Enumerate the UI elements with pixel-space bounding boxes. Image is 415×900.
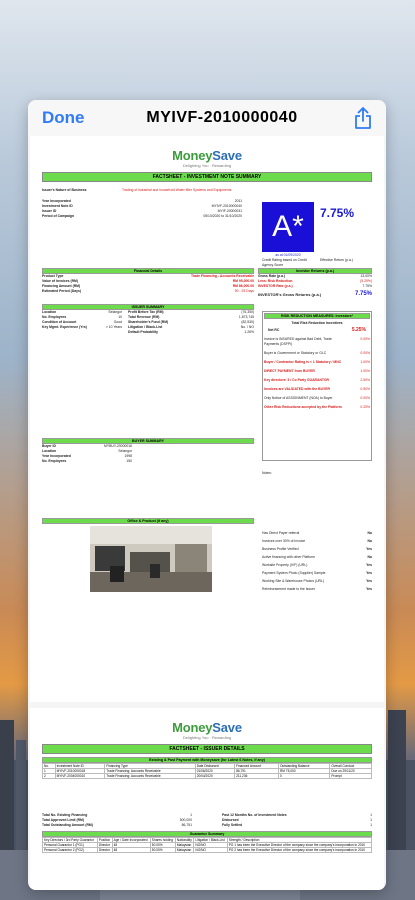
- share-button[interactable]: [342, 107, 372, 129]
- repayment-header: Existing & Past Payment with Moneysave (for Latest 6 Notes, if any): [42, 757, 372, 763]
- financial-details: [42, 268, 254, 294]
- check-row: Has Direct Payer referral No: [262, 531, 372, 535]
- issuer-info: [42, 188, 242, 219]
- logo-brand-a: Money: [172, 720, 213, 735]
- risk-item: Only Notice of ASSIGNMENT (NOA) to Buyer 0.00%: [264, 396, 370, 400]
- logo-brand-b: Save: [212, 720, 242, 735]
- risk-total: 5.25%: [351, 327, 366, 333]
- totals-right-row: Fully Settled 1: [222, 823, 372, 827]
- logo-tagline: Delighting You · Rewarding: [182, 163, 232, 168]
- table-row: 1 MYIVF-2010000018 Trade Financing: Accounts Receivable 01/06/2020 86,791 RM 75,000 Due on 29/11/20: [43, 769, 372, 774]
- check-row: Worksite Property (IVF) (URL) Yes: [262, 563, 372, 567]
- totals-right-row: Disbursed 1: [222, 818, 372, 822]
- factsheet-page-2[interactable]: [30, 708, 384, 890]
- risk-items: [264, 337, 370, 410]
- profit-row: Shareholder's Fund (RM) (82,530): [128, 320, 254, 324]
- table-header-row: Key Directors / 3rd Party Guarantor Position Age / Date Incorporated Shares holding Nationality Litigation / Black-List Strength / Description: [43, 838, 372, 843]
- repayment-table: [42, 757, 372, 853]
- financial-row: Financing Amount (RM) RM 86,000.00: [42, 284, 254, 288]
- issuer-summary-row: No. Employees 10: [42, 315, 122, 319]
- buyer-description-block: [42, 464, 254, 490]
- buyer-summary: [42, 438, 254, 490]
- risk-item: Invoices are VALIDATED with the BUYER 0.50%: [264, 387, 370, 391]
- buyer-row: Buyer ID MYBUY-20000016: [42, 444, 132, 448]
- returns-row: Gross Rate (p.a.) 13.00%: [258, 274, 372, 278]
- issuer-row: Period of Campaign 05/10/2020 to 31/10/2020: [42, 214, 242, 218]
- risk-title: Total Risk Reduction Incentives: [291, 321, 343, 325]
- done-button[interactable]: Done: [42, 108, 85, 127]
- checklist: [262, 528, 372, 592]
- check-row: Active financing with other Platform No: [262, 555, 372, 559]
- issuer-summary-row: Location Selangor: [42, 310, 122, 314]
- rating-note: Credit Rating based on Credit Agency Score: [262, 258, 307, 267]
- totals-right-row: Past 12 Months No. of Investment Notes 1: [222, 813, 372, 817]
- issuer-details-header: FACTSHEET - ISSUER DETAILS: [42, 744, 372, 754]
- returns-row: Less: Risk Reduction (5.25%): [258, 279, 372, 283]
- risk-item: Other Risk Reductions accepted by the Platform 0.25%: [264, 405, 370, 409]
- logo-brand-a: Money: [172, 148, 213, 163]
- profit-row: Total Revenue (RM) 1,873,745: [128, 315, 254, 319]
- financial-row: Estimated Period (Days) 90 - 93 Days: [42, 289, 254, 293]
- factsheet-page-1[interactable]: [30, 136, 384, 702]
- notes-label: Notes:: [262, 471, 272, 475]
- profit-row: Default Probability 1.26%: [128, 330, 254, 334]
- totals: [42, 813, 372, 828]
- guarantor-header: Guarantor Summary: [42, 831, 372, 837]
- share-icon: [354, 107, 372, 129]
- returns-header: Investor Returns (p.a.): [258, 268, 372, 274]
- investor-returns: [258, 268, 372, 297]
- totals-row: Total Approved Limit (RM) 500,000: [42, 818, 192, 822]
- document-viewer: [28, 100, 386, 890]
- issuer-row: Year Incorporated 2011: [42, 199, 242, 203]
- document-title: MYIVF-2010000040: [146, 109, 298, 126]
- guarantor-table: [42, 837, 372, 853]
- risk-item: Buyer / Contractor Rating is < 1 Statutory / MNC 1.00%: [264, 360, 370, 364]
- risk-item: Key directors' 3 / Co Party GUARANTOR 2.50%: [264, 378, 370, 382]
- risk-header: RISK REDUCTION MEASURES: Investors*: [264, 313, 370, 319]
- table-row: Personal Guarantor 2 (PG2) Director 48 50.00% Malaysian NO/NO PG 2 has been the Executive Director of the company since the company's incorporation in 2010: [43, 848, 372, 853]
- risk-reduction: [262, 311, 372, 461]
- issuer-summary-row: Key Mgmt. Experience (Yrs) > 10 Years: [42, 325, 122, 329]
- issuer-row: Issuer ID MYIF-20000031: [42, 209, 242, 213]
- viewer-toolbar: [28, 100, 386, 136]
- office-section: [42, 518, 254, 524]
- logo-brand-b: Save: [212, 148, 242, 163]
- profit-row: Profit Before Tax (RM) (76,350): [128, 310, 254, 314]
- check-row: Business Profile Verified Yes: [262, 547, 372, 551]
- risk-sub: Net RC: [268, 328, 280, 332]
- moneysave-logo-2: [30, 708, 384, 740]
- buyer-row: No. Employees 150: [42, 459, 132, 463]
- issuer-summary-header: ISSUER SUMMARY: [42, 304, 254, 310]
- issuer-description-block: [42, 335, 254, 359]
- financial-header: Financial Details: [42, 268, 254, 274]
- factsheet-header: FACTSHEET - INVESTMENT NOTE SUMMARY: [42, 172, 372, 182]
- moneysave-logo: [30, 136, 384, 168]
- effective-return-label: Effective Return (p.a.): [320, 258, 353, 262]
- check-row: Payment System Photo (Supplier) Sample Yes: [262, 571, 372, 575]
- returns-row: INVESTOR Rate (p.a.) 7.75%: [258, 284, 372, 288]
- check-row: Working Site & Warehouse Photos (URL) Yes: [262, 579, 372, 583]
- table-row: 2 MYIVF-2004000010 Trade Financing: Accounts Receivable 20/04/2020 211,236 0 Prompt: [43, 774, 372, 779]
- risk-item: DIRECT PAYMENT from BUYER 1.00%: [264, 369, 370, 373]
- logo-tagline: Delighting You · Rewarding: [182, 735, 232, 740]
- check-row: Invoices over 30% of Invoice No: [262, 539, 372, 543]
- issuer-summary-row: Condition of Account Good: [42, 320, 122, 324]
- risk-item: Buyer is Government or Statutory or GLC 0.00%: [264, 351, 370, 355]
- issuer-summary: [42, 304, 254, 359]
- totals-row: Total Outstanding Amount (RM) 86,751: [42, 823, 192, 827]
- rating-date: as at 01/09/2020: [275, 253, 301, 257]
- financial-row: Value of Invoices (RM) RM 95,000.00: [42, 279, 254, 283]
- check-row: Reimbursement made to the Issuer Yes: [262, 587, 372, 591]
- credit-rating-badge: A*: [262, 202, 314, 252]
- office-header: Office & Product (if any): [42, 518, 254, 524]
- investor-return-row: INVESTOR's Gross Returns (p.a.) 7.75%: [258, 291, 372, 297]
- risk-item: Invoice is INSURED against Bad Debt, Trade Payments (DSFPI) 0.00%: [264, 337, 370, 346]
- totals-row: Total No. Existing Financing 1: [42, 813, 192, 817]
- table-header-row: No. Investment Note ID Financing Type Date Disbursed Financed Amount Outstanding Balance Overall Conduct: [43, 764, 372, 769]
- table-row: Personal Guarantor 1 (PG1) Director 48 50.00% Malaysian NO/NO PG 1 has been the Executive Director of the company since the company's incorporation in 2010: [43, 843, 372, 848]
- effective-return-pct: 7.75%: [320, 206, 355, 220]
- buyer-row: Location Selangor: [42, 449, 132, 453]
- issuer-row: Issuer's Nature of Business Trading of industrial and household Water filter Systems and Equipments: [42, 188, 232, 192]
- profit-row: Litigation / Black-List No. / NO: [128, 325, 254, 329]
- office-photo: [90, 526, 212, 592]
- issuer-row: Investment Note ID MYIVF-2010000040: [42, 204, 242, 208]
- buyer-header: BUYER SUMMARY: [42, 438, 254, 444]
- buyer-row: Year Incorporated 1998: [42, 454, 132, 458]
- financial-row: Product Type Trade Financing - Accounts Receivable: [42, 274, 254, 278]
